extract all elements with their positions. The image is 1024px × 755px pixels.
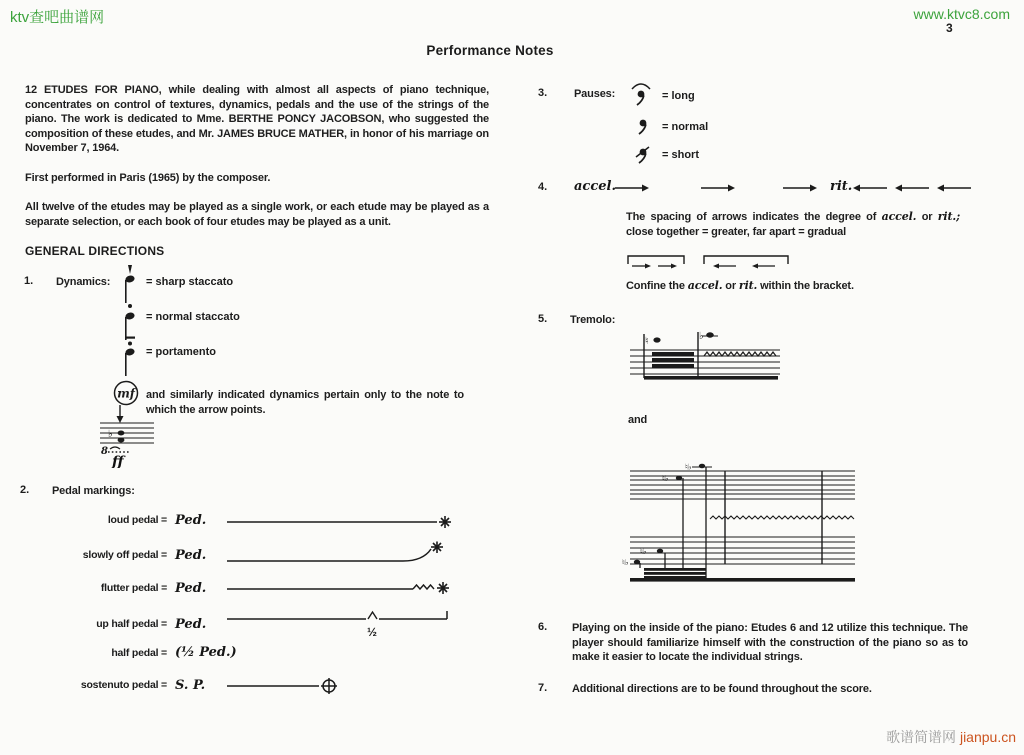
pedal-symbol: Ped.	[175, 547, 207, 563]
intro-paragraph-1: 12 ETUDES FOR PIANO, while dealing with almost all aspects of piano technique, concentrates on control of textures, dynamics, pedals and the use of the strings of the piano. The work is dedicated to Mme. BERTHE PONCY JACOBSON, who suggested the composition of these etudes, and Mr. JAMES BRUCE MATHER, in honor of his marriage on November 7, 1964.	[25, 84, 489, 155]
pedal-row-loud	[25, 508, 461, 532]
pedal-label: flutter pedal =	[100, 582, 167, 594]
pedal-line-loud-icon	[225, 508, 461, 532]
rit-inline: rit.	[738, 279, 758, 292]
flat-sign: ♭	[108, 429, 113, 440]
accel-label: accel.	[574, 179, 616, 194]
arrow-spacing-note	[626, 210, 960, 239]
tremolo-example-1-icon	[620, 328, 788, 400]
note-text: close together = greater, far apart = gradual	[626, 225, 847, 238]
accel-inline: accel.	[687, 279, 723, 292]
confine-note	[626, 279, 966, 294]
item2-number: 2.	[20, 484, 30, 496]
watermark-bottom-cn: 歌谱简谱网	[886, 729, 960, 745]
arrow-left-icon	[936, 182, 972, 194]
sharp-staccato-note-icon	[116, 263, 144, 305]
item3-number: 3.	[538, 87, 548, 99]
item4-number: 4.	[538, 181, 548, 193]
dynamics-definition: = sharp staccato	[146, 276, 234, 288]
accidental-signs: ♮♭	[622, 558, 629, 567]
watermark-top-right: www.ktvc8.com	[913, 6, 1010, 22]
octave-label: 8	[101, 446, 108, 457]
watermark-top-left: ktv查吧曲谱网	[10, 9, 105, 26]
item5-number: 5.	[538, 313, 548, 325]
arrow-right-icon	[614, 182, 650, 194]
pedal-label: sostenuto pedal =	[80, 679, 167, 691]
bracket-accel-icon	[626, 252, 688, 274]
accidental-signs: ♮♭	[662, 474, 669, 483]
note-text: or	[916, 211, 938, 223]
and-label: and	[628, 414, 648, 426]
general-directions-heading: GENERAL DIRECTIONS	[25, 244, 165, 258]
pedal-symbol: Ped.	[175, 616, 207, 632]
pedal-label: half pedal =	[111, 646, 167, 659]
dynamics-definition: = portamento	[146, 346, 216, 358]
pause-normal-icon	[630, 114, 656, 140]
tremolo-label: Tremolo:	[570, 314, 616, 326]
natural-sign: ♮	[645, 336, 649, 347]
portamento-note-icon	[116, 335, 144, 377]
ff-label: ff	[112, 454, 124, 468]
page-number: 3	[946, 21, 953, 35]
pedal-symbol: Ped.	[175, 512, 207, 528]
tremolo-example-2-icon	[622, 447, 866, 589]
pause-definition: = long	[662, 90, 695, 102]
note-text: within the bracket.	[757, 280, 854, 292]
accel-inline: accel.	[881, 210, 917, 223]
pedal-row-sostenuto	[25, 673, 355, 697]
pauses-label: Pauses:	[574, 88, 616, 100]
flat-sign: ♭	[699, 331, 704, 342]
bracket-rit-icon	[702, 252, 792, 274]
pedal-symbol: S. P.	[175, 677, 206, 693]
watermark-bottom-right	[886, 727, 1016, 747]
accidental-signs: ♮♭	[685, 462, 692, 472]
dynamics-label: Dynamics:	[56, 276, 111, 288]
rit-label: rit.	[830, 179, 853, 194]
mf-label: mf	[117, 386, 135, 401]
intro-paragraph-3: All twelve of the etudes may be played as a single work, or each etude may be played as a separate selection, or each book of four etudes may be played as a unit.	[25, 201, 489, 228]
pedal-line-up-half-icon	[225, 607, 463, 641]
item7-number: 7.	[538, 682, 548, 694]
note-text: or	[722, 280, 739, 292]
pedal-line-sostenuto-icon	[225, 673, 355, 697]
arrow-right-icon	[700, 182, 736, 194]
note-text: The spacing of arrows indicates the degree of	[626, 211, 882, 223]
half-fraction: ½	[367, 625, 378, 639]
item6-number: 6.	[538, 621, 548, 633]
pedal-label: up half pedal =	[96, 618, 167, 630]
pause-definition: = short	[662, 149, 699, 161]
pedal-line-flutter-icon	[225, 576, 473, 600]
arrow-left-icon	[894, 182, 930, 194]
note-text: Confine the	[626, 280, 688, 292]
dynamics-definition: = normal staccato	[146, 311, 240, 323]
pedal-symbol: (½ Ped.)	[175, 645, 237, 660]
dynamics-arrow-note: and similarly indicated dynamics pertain only to the note to which the arrow points.	[146, 389, 464, 416]
item1-number: 1.	[24, 275, 34, 287]
pause-long-icon	[628, 80, 654, 108]
pedal-row-half	[25, 645, 237, 660]
accidental-signs: ♮♭	[640, 547, 647, 556]
pedal-line-slowly-off-icon	[225, 541, 465, 569]
item6-text: Playing on the inside of the piano: Etudes 6 and 12 utilize this technique. The player should familiarize himself with the construction of the piano so as to make it easier to locate the individual strings.	[572, 622, 968, 664]
arrow-left-icon	[852, 182, 888, 194]
page-title: Performance Notes	[426, 43, 554, 58]
item7-text: Additional directions are to be found throughout the score.	[572, 683, 872, 695]
pedal-markings-label: Pedal markings:	[52, 485, 135, 497]
pedal-label: slowly off pedal =	[82, 549, 167, 561]
arrow-right-icon	[782, 182, 818, 194]
pedal-symbol: Ped.	[175, 580, 207, 596]
pedal-row-slowly-off	[25, 541, 465, 569]
intro-paragraph-2: First performed in Paris (1965) by the composer.	[25, 172, 271, 184]
pause-short-icon	[630, 143, 656, 169]
pedal-label: loud pedal =	[107, 514, 167, 526]
pedal-row-up-half	[25, 607, 463, 641]
pedal-row-flutter	[25, 576, 473, 600]
rit-inline: rit.;	[937, 210, 960, 223]
watermark-bottom-en: jianpu.cn	[959, 729, 1016, 745]
pause-definition: = normal	[662, 121, 709, 133]
